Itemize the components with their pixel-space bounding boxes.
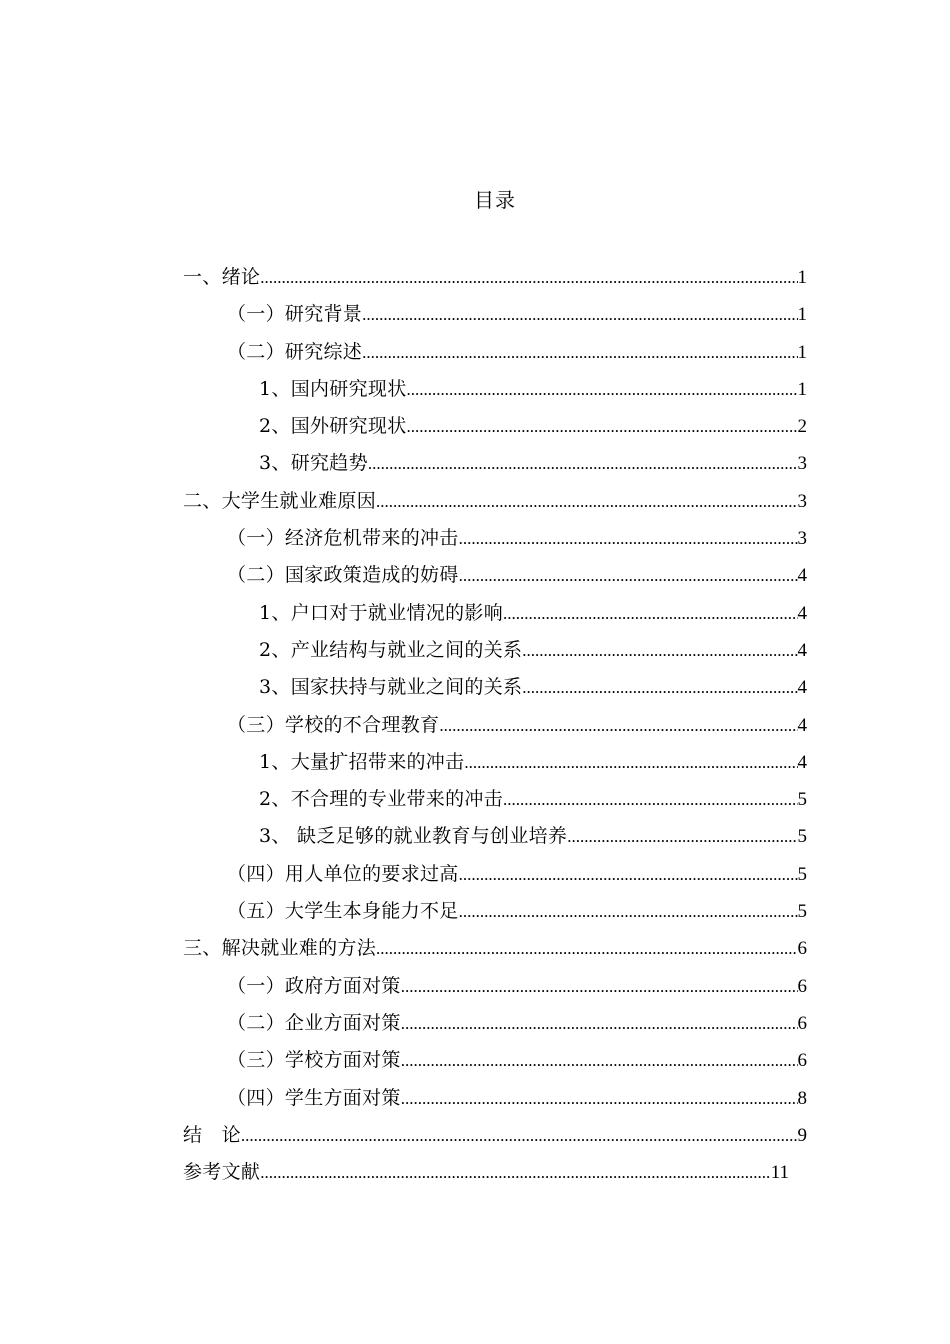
toc-page-number: 1 [797,341,807,363]
toc-page-number: 4 [797,602,807,624]
toc-entry-label: （一）政府方面对策 [227,974,401,997]
toc-entry-label: 参考文献 [183,1161,261,1184]
toc-leader-dots [522,632,797,669]
toc-entry-label: 1、国内研究现状 [259,377,407,400]
toc-leader-dots [401,1080,798,1117]
toc-entry-label: （三）学校的不合理教育 [227,713,440,736]
toc-entry[interactable] [183,483,807,520]
toc-entry-label: 1、户口对于就业情况的影响 [259,601,503,624]
toc-leader-dots [368,445,798,482]
toc-entry[interactable] [183,781,807,818]
toc-page-number: 8 [797,1087,807,1109]
toc-entry-label: 3、研究趋势 [259,452,368,475]
toc-entry[interactable] [183,856,807,893]
toc-leader-dots [567,818,797,855]
toc-page-number: 1 [797,378,807,400]
toc-page-number: 3 [797,490,807,512]
toc-page-number: 5 [797,863,807,885]
toc-title: 目录 [474,188,516,212]
toc-entry[interactable] [183,557,807,594]
toc-leader-dots [401,1042,798,1079]
toc-leader-dots [376,483,797,520]
toc-page-number: 6 [797,1050,807,1072]
toc-entry-label: 2、产业结构与就业之间的关系 [259,638,523,661]
toc-leader-dots [503,781,798,818]
toc-leader-dots [362,296,797,333]
toc-entry[interactable] [183,744,807,781]
toc-entry[interactable] [183,1154,789,1191]
toc-page-number: 3 [797,528,807,550]
toc-entry-label: （五）大学生本身能力不足 [227,900,459,923]
toc-leader-dots [522,669,797,706]
toc-entry[interactable] [183,595,807,632]
toc-entry[interactable] [183,334,807,371]
toc-entry-label: 2、国外研究现状 [259,415,407,438]
toc-entry[interactable] [183,1042,807,1079]
toc-entry[interactable] [183,968,807,1005]
toc-leader-dots [464,744,797,781]
toc-leader-dots [407,371,798,408]
toc-entry-label: （二）企业方面对策 [227,1011,401,1034]
toc-page-number: 4 [797,714,807,736]
toc-leader-dots [241,1117,798,1154]
toc-page-number: 4 [797,751,807,773]
toc-leader-dots [260,1154,771,1191]
toc-entry[interactable] [183,669,807,706]
toc-leader-dots [362,334,797,371]
toc-leader-dots [439,707,797,744]
toc-page-number: 6 [797,975,807,997]
toc-leader-dots [401,1005,798,1042]
toc-entry-label: （一）经济危机带来的冲击 [227,527,459,550]
table-of-contents [183,259,807,1191]
toc-entry-label: 结 论 [183,1123,241,1146]
toc-page-number: 1 [797,304,807,326]
toc-entry-label: 三、解决就业难的方法 [183,937,377,960]
toc-page-number: 4 [797,565,807,587]
toc-entry[interactable] [183,818,807,855]
toc-leader-dots [401,968,798,1005]
toc-entry[interactable] [183,632,807,669]
toc-entry-label: （四）学生方面对策 [227,1086,401,1109]
toc-entry[interactable] [183,1080,807,1117]
toc-entry[interactable] [183,893,807,930]
toc-entry[interactable] [183,707,807,744]
toc-leader-dots [376,930,797,967]
toc-page-number: 1 [797,267,807,288]
toc-entry-label: 一、绪论 [183,266,261,288]
toc-page-number: 3 [797,453,807,475]
toc-page-number: 5 [797,789,807,811]
toc-page-number: 6 [797,938,807,960]
toc-leader-dots [407,408,798,445]
toc-page-number: 4 [797,639,807,661]
toc-page-number: 4 [797,677,807,699]
toc-entry-label: 二、大学生就业难原因 [183,489,377,512]
toc-page-number: 6 [797,1012,807,1034]
toc-entry-label: 3、国家扶持与就业之间的关系 [259,676,523,699]
toc-entry[interactable] [183,371,807,408]
toc-entry-label: （三）学校方面对策 [227,1049,401,1072]
toc-entry[interactable] [183,408,807,445]
toc-entry-label: 2、不合理的专业带来的冲击 [259,788,503,811]
toc-entry[interactable] [183,1005,807,1042]
toc-entry[interactable] [183,259,807,296]
toc-leader-dots [459,557,798,594]
toc-page-number: 9 [797,1124,807,1146]
toc-page-number: 2 [797,416,807,438]
toc-entry[interactable] [183,520,807,557]
toc-leader-dots [503,595,798,632]
toc-entry-label: 1、大量扩招带来的冲击 [259,750,465,773]
toc-entry[interactable] [183,445,807,482]
toc-entry[interactable] [183,1117,807,1154]
toc-leader-dots [459,520,798,557]
toc-page-number: 5 [797,901,807,923]
toc-entry-label: （二）研究综述 [227,340,363,363]
toc-entry-label: （二）国家政策造成的妨碍 [227,564,459,587]
toc-leader-dots [260,259,797,296]
toc-page-number: 11 [770,1162,789,1184]
toc-leader-dots [459,893,798,930]
toc-page-number: 5 [797,826,807,848]
toc-entry[interactable] [183,296,807,333]
toc-entry-label: （一）研究背景 [227,303,363,326]
toc-entry-label: 3、 缺乏足够的就业教育与创业培养 [259,825,568,848]
toc-entry-label: （四）用人单位的要求过高 [227,862,459,885]
toc-leader-dots [459,856,798,893]
toc-entry[interactable] [183,930,807,967]
